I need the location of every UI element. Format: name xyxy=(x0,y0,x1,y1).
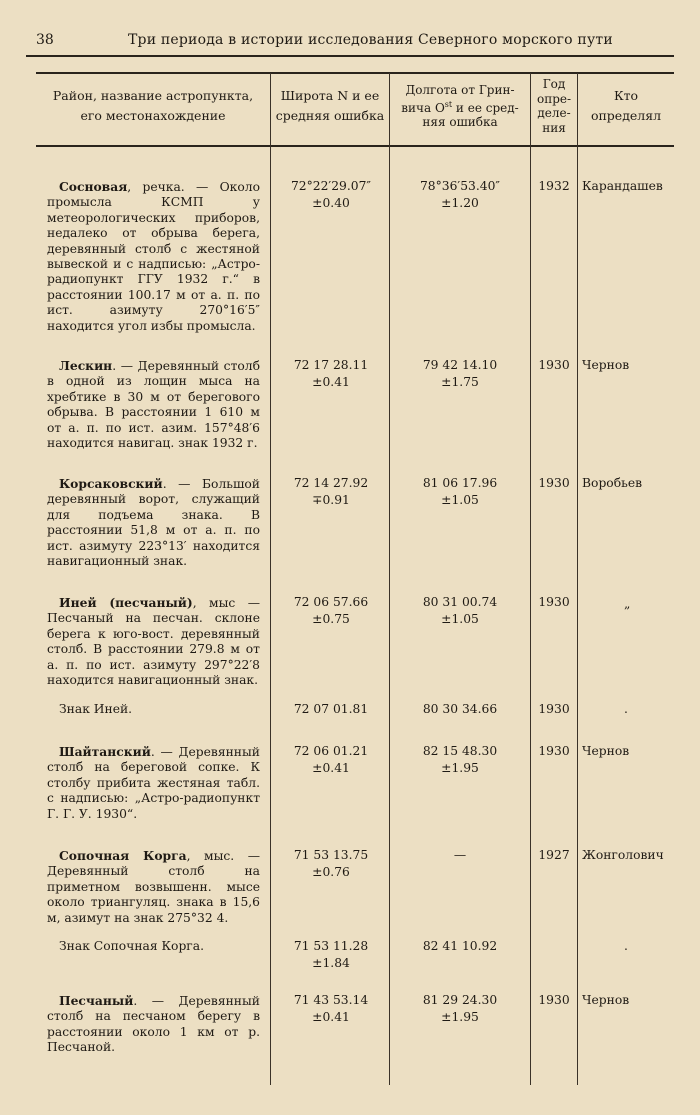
table-row: Шайтанский. — Деревянный столб на береговой сопке. К столбу прибита жестяная табл. с надписью: „Астро-радиопункт Г. Г. У. 1930“. xyxy=(47,744,260,821)
longitude-cell: 81 29 24.30 ±1.95 xyxy=(422,993,498,1024)
latitude-cell: 72 07 01.81 xyxy=(293,702,369,716)
running-title: Три периода в истории исследования Северного морского пути xyxy=(128,32,613,48)
table-row: Иней (песчаный), мыс — Песчаный на песчан. склоне берега к юго-вост. деревянный столб. В расстоянии 279.8 м от а. п. по ист. азимуту 297°22′8 находится навигационный знак. xyxy=(47,595,260,688)
longitude-cell: 80 31 00.74 ±1.05 xyxy=(422,595,498,626)
year-cell: 1930 xyxy=(538,358,570,372)
column-divider-4 xyxy=(577,73,578,1085)
latitude-cell: 72 06 01.21 ±0.41 xyxy=(293,744,369,775)
latitude-cell: 71 43 53.14 ±0.41 xyxy=(293,993,369,1024)
longitude-cell: 82 15 48.30 ±1.95 xyxy=(422,744,498,775)
observer-cell: Чернов xyxy=(582,744,630,758)
latitude-cell: 71 53 13.75 ±0.76 xyxy=(293,848,369,879)
header-latitude: Широта N и ее средняя ошибка xyxy=(275,88,385,123)
table-row: Корсаковский. — Большой деревянный ворот, служащий для подъема знака. В расстоянии 51,8 м от а. п. по ист. азимуту 223°13′ находится навигационный знак. xyxy=(47,476,260,569)
header-longitude: Долгота от Грин- вича $О^{st}$ и ее сред- няя ошибка xyxy=(401,83,519,129)
longitude-cell: 79 42 14.10 ±1.75 xyxy=(422,358,498,389)
year-cell: 1930 xyxy=(538,595,570,609)
observer-cell: Жонголович xyxy=(582,848,664,862)
longitude-cell: 82 41 10.92 xyxy=(422,939,498,953)
header-year: Год опре- деле- ния xyxy=(536,77,572,135)
year-cell: 1930 xyxy=(538,744,570,758)
table-row: Песчаный. — Деревянный столб на песчаном берегу в расстоянии около 1 км от р. Песчаной. xyxy=(47,993,260,1055)
table-row: Сосновая, речка. — Около промысла КСМП у метеорологических приборов, недалеко от обрыва берега, деревянный столб с жестяной вывеской и с надписью: „Астро-радиопункт ГГУ 1932 г.“ в расстоянии 100.17 м от а. п. по ист. азимуту 270°16′5″ находится угол избы промысла. xyxy=(47,179,260,333)
latitude-cell: 72°22′29.07″ ±0.40 xyxy=(290,179,372,210)
table-row: Лескин. — Деревянный столб в одной из лощин мыса на хребтике в 30 м от берегового обрыва. В расстоянии 1 610 м от а. п. по ист. азим. 157°48′6 находится навигац. знак 1932 г. xyxy=(47,358,260,451)
year-cell: 1930 xyxy=(538,702,570,716)
table-row: Знак Сопочная Корга. xyxy=(59,939,204,953)
year-cell: 1930 xyxy=(538,993,570,1007)
column-divider-1 xyxy=(270,73,271,1085)
year-cell: 1930 xyxy=(538,476,570,490)
header-rule xyxy=(26,55,674,57)
observer-cell: Воробьев xyxy=(582,476,643,490)
header-region: Район, название астропункта, его местонахождение xyxy=(52,88,254,123)
table-top-rule xyxy=(36,72,674,74)
observer-cell: Чернов xyxy=(582,358,630,372)
longitude-cell: 81 06 17.96 ±1.05 xyxy=(422,476,498,507)
observer-cell: . xyxy=(624,939,628,953)
column-divider-3 xyxy=(530,73,531,1085)
table-row: Сопочная Корга, мыс. — Деревянный столб на приметном возвышенн. мысе около триангуляц. знака в 15,6 м, азимут на знак 275°32 4. xyxy=(47,848,261,925)
page-number: 38 xyxy=(36,32,54,48)
longitude-cell: 78°36′53.40″ ±1.20 xyxy=(419,179,501,210)
latitude-cell: 72 14 27.92 ∓0.91 xyxy=(293,476,369,507)
latitude-cell: 71 53 11.28 ±1.84 xyxy=(293,939,369,970)
observer-cell: . xyxy=(624,702,628,716)
observer-cell: „ xyxy=(624,597,631,611)
observer-cell: Чернов xyxy=(582,993,630,1007)
year-cell: 1932 xyxy=(538,179,570,193)
table-row: Знак Иней. xyxy=(59,702,133,716)
longitude-cell: 80 30 34.66 xyxy=(422,702,498,716)
observer-cell: Карандашев xyxy=(582,179,663,193)
year-cell: 1927 xyxy=(538,848,570,862)
table-header-bottom-rule xyxy=(36,145,674,147)
latitude-cell: 72 06 57.66 ±0.75 xyxy=(293,595,369,626)
longitude-cell: — xyxy=(453,848,467,862)
column-divider-2 xyxy=(389,73,390,1085)
header-who: Кто определял xyxy=(590,88,662,123)
latitude-cell: 72 17 28.11 ±0.41 xyxy=(293,358,369,389)
